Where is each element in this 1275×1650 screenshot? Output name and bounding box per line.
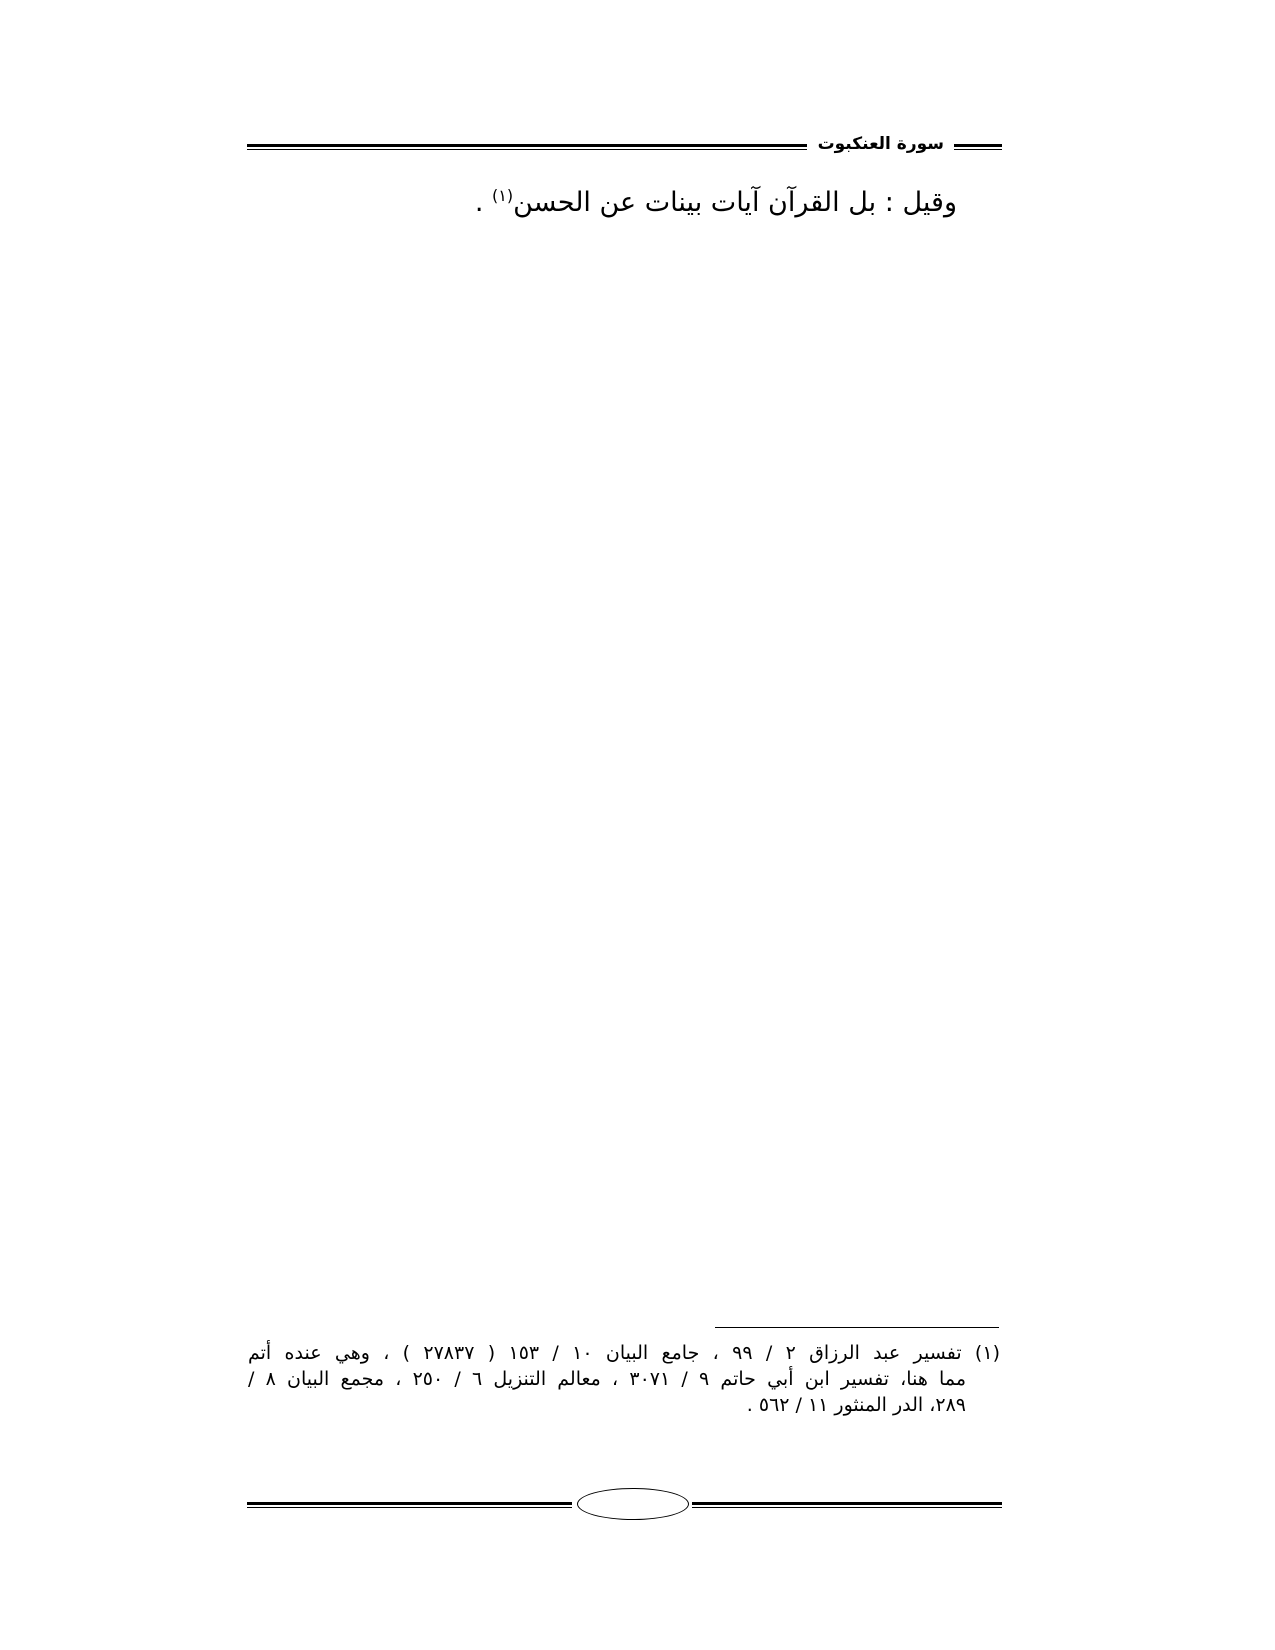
page-footer: [247, 1488, 1002, 1524]
body-paragraph: [357, 183, 957, 223]
body-end-punctuation: .: [474, 187, 493, 218]
footer-rule-right: [692, 1502, 1002, 1508]
page-number-badge: [577, 1488, 689, 1520]
footer-rule-left: [247, 1502, 572, 1508]
running-header: [247, 134, 1002, 164]
header-rule-right: [954, 144, 1002, 150]
footnote-separator: [715, 1327, 999, 1328]
footnote-line-3: ٢٨٩، الدر المنثور ١١ / ٥٦٢ .: [746, 1394, 966, 1416]
footnote-line-1: (١) تفسير عبد الرزاق ٢ / ٩٩ ، جامع البيان ١٠ / ١٥٣ ( ٢٧٨٣٧ ) ، وهي عنده أتم: [248, 1342, 1000, 1364]
surah-title: سورة العنكبوت: [817, 134, 944, 154]
footnote-line-2: مما هنا، تفسير ابن أبي حاتم ٩ / ٣٠٧١ ، معالم التنزيل ٦ / ٢٥٠ ، مجمع البيان ٨ /: [248, 1368, 966, 1390]
footnote: [248, 1340, 1000, 1418]
footnote-reference: (١): [492, 186, 514, 205]
body-text: وقيل : بل القرآن آيات بينات عن الحسن: [513, 187, 957, 218]
header-rule-left: [247, 144, 807, 150]
